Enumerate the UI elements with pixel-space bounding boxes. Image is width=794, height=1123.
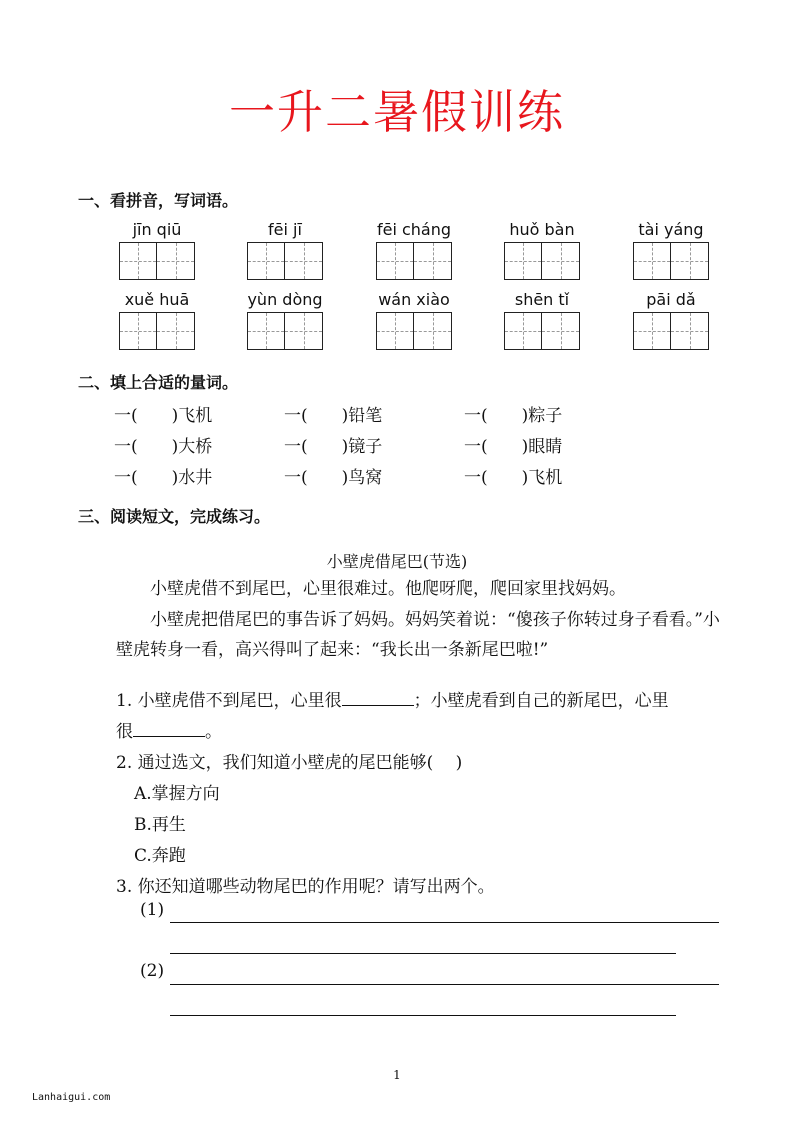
pinyin-item <box>626 290 716 350</box>
pinyin-item <box>112 220 202 280</box>
pinyin-text: yùn dòng <box>247 290 323 309</box>
section-2-heading: 二、填上合适的量词。 <box>78 373 239 392</box>
answer-blank[interactable] <box>342 687 414 706</box>
writing-boxes[interactable] <box>369 312 459 350</box>
measure-word-item[interactable]: 一( )眼睛 <box>464 437 563 457</box>
measure-word-item[interactable]: 一( )大桥 <box>114 437 213 457</box>
answer-line[interactable] <box>170 984 719 985</box>
question-1-text-c: 很 <box>116 722 133 742</box>
pinyin-item <box>369 220 459 280</box>
story-paragraph: 小壁虎借不到尾巴，心里很难过。他爬呀爬，爬回家里找妈妈。 <box>150 579 626 599</box>
question-1 <box>116 686 669 711</box>
pinyin-item <box>240 220 330 280</box>
question-1-text-d: 。 <box>205 722 222 742</box>
writing-boxes[interactable] <box>112 242 202 280</box>
writing-boxes[interactable] <box>112 312 202 350</box>
sub-answer-label-1: (1) <box>140 900 165 920</box>
pinyin-text: fēi cháng <box>376 220 452 239</box>
pinyin-text: tài yáng <box>638 220 704 239</box>
pinyin-item <box>497 290 587 350</box>
writing-boxes[interactable] <box>497 312 587 350</box>
measure-word-item[interactable]: 一( )镜子 <box>284 437 383 457</box>
writing-boxes[interactable] <box>497 242 587 280</box>
pinyin-text: jīn qiū <box>132 220 182 239</box>
writing-boxes[interactable] <box>240 242 330 280</box>
answer-line[interactable] <box>170 953 676 954</box>
question-1-continued <box>116 717 222 742</box>
story-paragraph: 小壁虎把借尾巴的事告诉了妈妈。妈妈笑着说：“傻孩子你转过身子看看。”小壁虎转身一看，高兴得叫了起来：“我长出一条新尾巴啦!” <box>116 610 720 660</box>
footer-watermark: Lanhaigui.com <box>32 1092 111 1103</box>
answer-blank[interactable] <box>133 718 205 737</box>
pinyin-item <box>240 290 330 350</box>
measure-word-item[interactable]: 一( )水井 <box>114 468 213 488</box>
measure-word-item[interactable]: 一( )飞机 <box>114 406 213 426</box>
writing-boxes[interactable] <box>626 242 716 280</box>
section-1-heading: 一、看拼音，写词语。 <box>78 191 239 210</box>
measure-word-item[interactable]: 一( )铅笔 <box>284 406 383 426</box>
measure-word-item[interactable]: 一( )粽子 <box>464 406 563 426</box>
measure-word-item[interactable]: 一( )飞机 <box>464 468 563 488</box>
pinyin-text: wán xiào <box>378 290 450 309</box>
question-2: 2. 通过选文，我们知道小壁虎的尾巴能够( ) <box>116 753 463 773</box>
pinyin-item <box>626 220 716 280</box>
pinyin-item <box>112 290 202 350</box>
pinyin-text: shēn tǐ <box>514 290 570 309</box>
writing-boxes[interactable] <box>240 312 330 350</box>
pinyin-text: pāi dǎ <box>646 290 696 309</box>
sub-answer-label-2: (2) <box>140 961 165 981</box>
option-b[interactable]: B.再生 <box>134 815 186 835</box>
page-title: 一升二暑假训练 <box>229 85 565 139</box>
writing-boxes[interactable] <box>369 242 459 280</box>
answer-line[interactable] <box>170 922 719 923</box>
answer-line[interactable] <box>170 1015 676 1016</box>
question-3: 3. 你还知道哪些动物尾巴的作用呢？请写出两个。 <box>116 877 495 897</box>
measure-word-item[interactable]: 一( )鸟窝 <box>284 468 383 488</box>
pinyin-item <box>369 290 459 350</box>
pinyin-item <box>497 220 587 280</box>
writing-boxes[interactable] <box>626 312 716 350</box>
page-number: 1 <box>393 1068 401 1082</box>
option-c[interactable]: C.奔跑 <box>134 846 186 866</box>
story-title: 小壁虎借尾巴(节选) <box>326 552 468 571</box>
pinyin-text: xuě huā <box>124 290 190 309</box>
pinyin-text: fēi jī <box>268 220 302 239</box>
pinyin-text: huǒ bàn <box>509 220 575 239</box>
option-a[interactable]: A.掌握方向 <box>134 784 220 804</box>
question-1-text-b: ；小壁虎看到自己的新尾巴，心里 <box>413 691 669 711</box>
section-3-heading: 三、阅读短文，完成练习。 <box>78 507 271 526</box>
question-1-text-a: 1. 小壁虎借不到尾巴，心里很 <box>116 691 342 711</box>
